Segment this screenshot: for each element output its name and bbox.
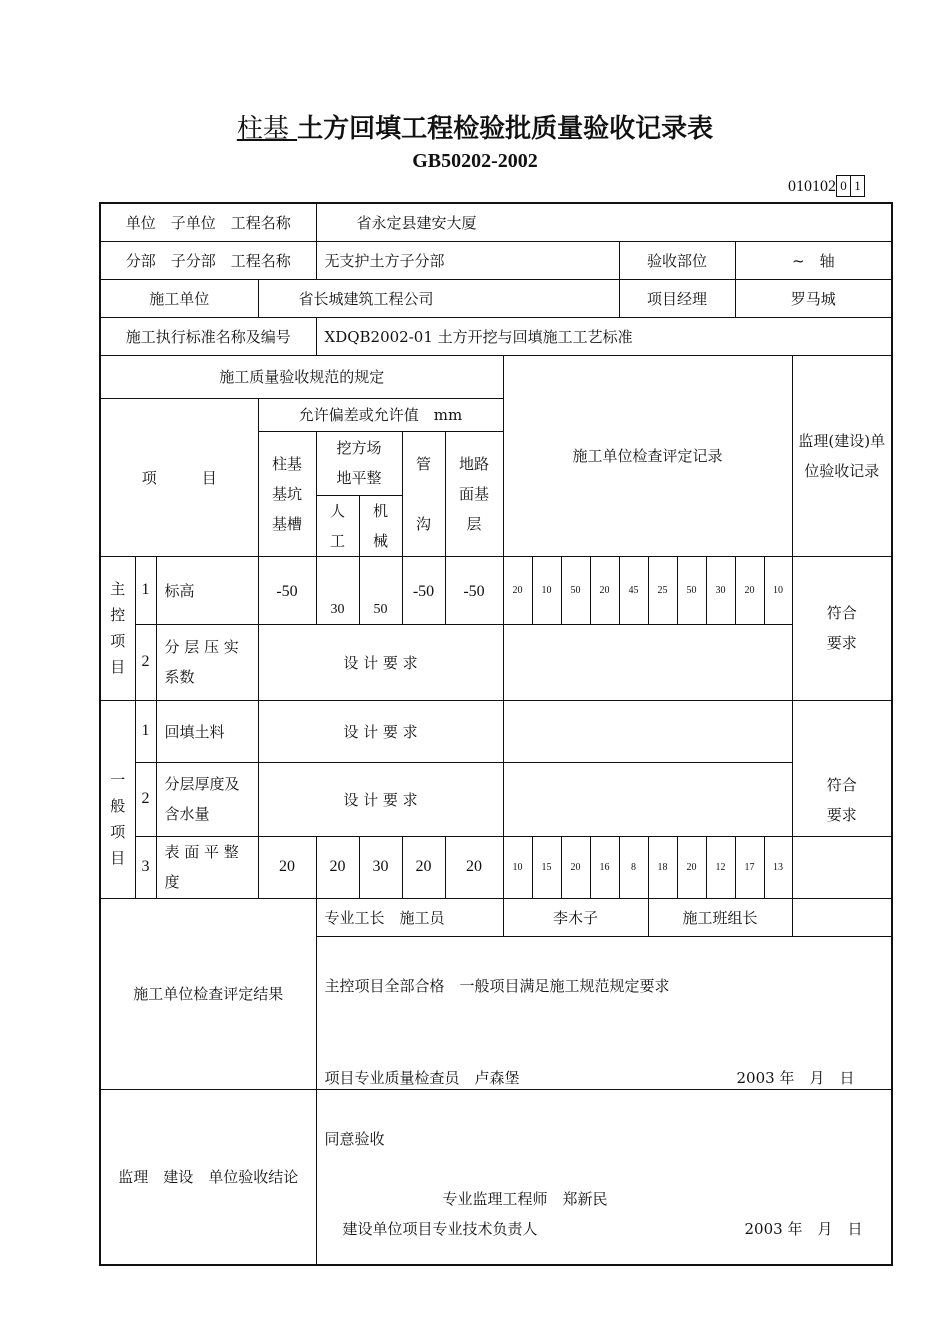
quality-inspector: 项目专业质量检查员 卢森堡 (324, 1068, 520, 1087)
col-road: 地路面基层 (445, 431, 503, 556)
row-requirement: 设 计 要 求 (258, 624, 503, 700)
col-site: 挖方场地平整 (316, 431, 402, 495)
value-road: -50 (445, 556, 503, 624)
record-header: 施工单位检查评定记录 (503, 355, 792, 556)
row-no: 1 (135, 700, 156, 762)
value-machine: 30 (359, 836, 402, 898)
col-manual: 人工 (316, 495, 359, 556)
supervision-result-label: 监理 建设 单位验收结论 (100, 1089, 316, 1265)
foreman-label: 专业工长 施工员 (316, 898, 503, 936)
value-pipe: 20 (402, 836, 445, 898)
row-requirement: 设 计 要 求 (258, 700, 503, 762)
table-row (100, 624, 892, 700)
team-leader-value (792, 898, 892, 936)
value-manual: 20 (316, 836, 359, 898)
table-row (100, 556, 892, 624)
standard-label: 施工执行标准名称及编号 (100, 317, 316, 355)
standard-code: GB50202-2002 (412, 150, 538, 172)
col-machine: 机械 (359, 495, 402, 556)
row-requirement: 设 计 要 求 (258, 762, 503, 836)
value-machine: 50 (359, 556, 402, 624)
value-road: 20 (445, 836, 503, 898)
team-leader-label: 施工班组长 (648, 898, 792, 936)
value-pipe: -50 (402, 556, 445, 624)
row-no: 1 (135, 556, 156, 624)
title-prefix: 柱基 (236, 114, 298, 144)
supervising-engineer: 专业监理工程师 郑新民 (442, 1189, 608, 1208)
unit-name-label: 单位 子单位 工程名称 (100, 203, 316, 241)
record-value: 50 (561, 556, 590, 624)
record-value: 17 (735, 836, 764, 898)
record-value: 18 (648, 836, 677, 898)
record-empty (503, 624, 792, 700)
value-pile: -50 (258, 556, 316, 624)
tolerance-header: 允许偏差或允许值 mm (258, 398, 503, 431)
col-pile: 柱基基坑基槽 (258, 431, 316, 556)
record-value: 30 (706, 556, 735, 624)
row-name: 分 层 压 实 系数 (156, 624, 258, 700)
standard-value: XDQB2002-01 土方开挖与回填施工工艺标准 (316, 317, 892, 355)
record-value: 8 (619, 836, 648, 898)
doc-number-box-2: 1 (851, 175, 865, 197)
record-value: 45 (619, 556, 648, 624)
record-value: 12 (706, 836, 735, 898)
unit-name-value: 省永定县建安大厦 (316, 203, 892, 241)
doc-number-prefix: 010102 (788, 178, 836, 195)
inspection-table (99, 202, 893, 1266)
subunit-name-label: 分部 子分部 工程名称 (100, 241, 316, 279)
supervision-date: 2003 年 月 日 (744, 1219, 863, 1238)
title-main: 土方回填工程检验批质量验收记录表 (297, 114, 714, 144)
foreman-value: 李木子 (503, 898, 648, 936)
main-group-label: 主控项目 (100, 556, 135, 700)
record-value: 20 (735, 556, 764, 624)
row-name: 回填土料 (156, 700, 258, 762)
table-row (100, 762, 892, 836)
record-empty (503, 700, 792, 762)
record-value: 16 (590, 836, 619, 898)
row-no: 3 (135, 836, 156, 898)
project-manager-value: 罗马城 (735, 279, 892, 317)
record-empty (503, 762, 792, 836)
project-manager-label: 项目经理 (619, 279, 735, 317)
verdict-empty (792, 836, 892, 898)
col-pipe: 管沟 (402, 431, 445, 556)
record-value: 15 (532, 836, 561, 898)
record-value: 50 (677, 556, 706, 624)
row-name: 分层厚度及含水量 (156, 762, 258, 836)
supervision-conclusion: 同意验收 (324, 1129, 385, 1148)
record-value: 10 (532, 556, 561, 624)
general-verdict: 符合要求 (792, 700, 892, 836)
contractor-value: 省长城建筑工程公司 (258, 279, 619, 317)
contractor-result-cell (316, 936, 892, 1089)
doc-number-box-1: 0 (836, 175, 851, 197)
page-title (0, 108, 950, 145)
record-value: 20 (590, 556, 619, 624)
value-manual: 30 (316, 556, 359, 624)
spec-title: 施工质量验收规范的规定 (100, 355, 503, 398)
contractor-date: 2003 年 月 日 (736, 1068, 855, 1087)
subunit-name-value: 无支护土方子分部 (316, 241, 619, 279)
contractor-label: 施工单位 (100, 279, 258, 317)
record-value: 10 (503, 836, 532, 898)
record-value: 20 (561, 836, 590, 898)
row-no: 2 (135, 624, 156, 700)
contractor-result-label: 施工单位检查评定结果 (100, 898, 316, 1089)
row-name: 表 面 平 整 度 (156, 836, 258, 898)
record-value: 13 (764, 836, 792, 898)
item-header: 项 目 (100, 398, 258, 556)
record-value: 25 (648, 556, 677, 624)
record-value: 20 (677, 836, 706, 898)
row-name: 标高 (156, 556, 258, 624)
accept-part-label: 验收部位 (619, 241, 735, 279)
doc-number (788, 178, 865, 197)
contractor-conclusion: 主控项目全部合格 一般项目满足施工规范规定要求 (324, 976, 670, 995)
main-verdict: 符合要求 (792, 556, 892, 700)
record-value: 20 (503, 556, 532, 624)
accept-part-value: ~ 轴 (735, 241, 892, 279)
supervision-result-cell (316, 1089, 892, 1265)
table-row (100, 700, 892, 762)
supervision-header: 监理(建设)单位验收记录 (792, 355, 892, 556)
general-group-label: 一般项目 (100, 700, 135, 898)
owner-representative: 建设单位项目专业技术负责人 (342, 1219, 538, 1238)
row-no: 2 (135, 762, 156, 836)
value-pile: 20 (258, 836, 316, 898)
record-value: 10 (764, 556, 792, 624)
table-row (100, 836, 892, 898)
